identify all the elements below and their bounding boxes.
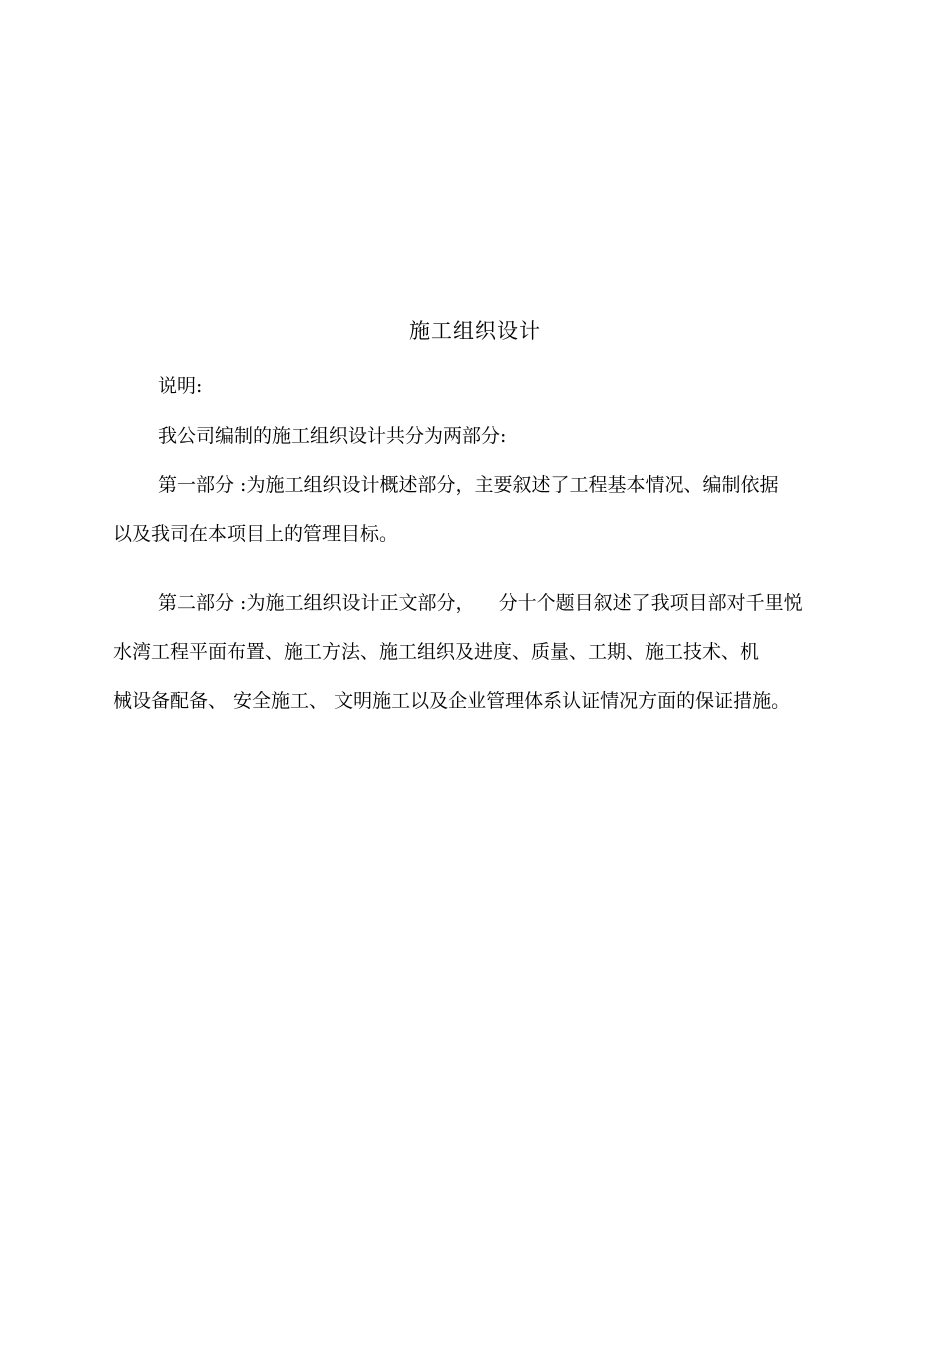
intro-paragraph: 我公司编制的施工组织设计共分为两部分:	[158, 425, 507, 447]
part2-line-3: 械设备配备、 安全施工、 文明施工以及企业管理体系认证情况方面的保证措施。	[113, 690, 791, 712]
part2-line-1: 第二部分 :为施工组织设计正文部分， 分十个题目叙述了我项目部对千里悦	[158, 592, 803, 614]
part1-line-1: 第一部分 :为施工组织设计概述部分，主要叙述了工程基本情况、编制依据	[158, 474, 779, 496]
document-title: 施工组织设计	[409, 319, 541, 343]
part1-line-2: 以及我司在本项目上的管理目标。	[113, 523, 399, 545]
part2-line-2: 水湾工程平面布置、施工方法、施工组织及进度、质量、工期、施工技术、机	[113, 641, 760, 663]
note-label: 说明:	[158, 375, 203, 397]
